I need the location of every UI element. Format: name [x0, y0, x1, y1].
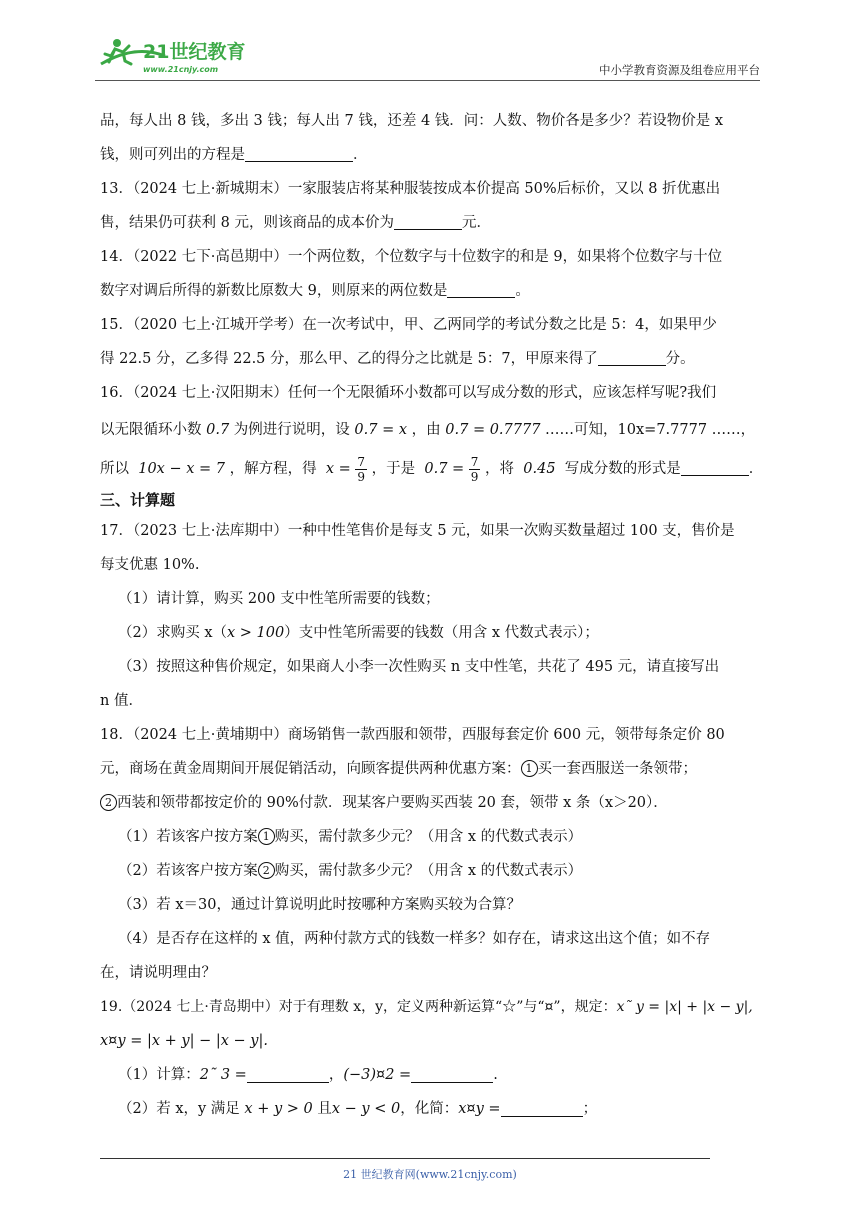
q14-line2: [100, 274, 762, 308]
header-divider: [95, 80, 760, 81]
circled-number: 1: [258, 828, 275, 845]
fraction-den: 9: [357, 469, 366, 484]
footer-link[interactable]: 21 世纪教育网(www.21cnjy.com): [343, 1168, 517, 1181]
math-part: = 0.7777: [472, 422, 541, 438]
answer-blank[interactable]: [394, 211, 462, 230]
math-expr: [354, 422, 407, 438]
answer-blank[interactable]: [598, 347, 666, 366]
q17-line1: 17．（2023 七上·法库期中）一种中性笔售价是每支 5 元，如果一次购买数量超过 100 支，售价是: [100, 523, 735, 539]
question-content: [100, 104, 762, 1126]
math-part: 0.: [445, 422, 460, 438]
math-expr: 𝑥¤𝑦 =: [458, 1101, 501, 1117]
fraction-den: 9: [470, 469, 479, 484]
q17-part1: （1）请计算，购买 200 支中性笔所需要的钱数；: [118, 591, 440, 607]
page-header: [95, 30, 760, 80]
q16-text: ，由: [411, 422, 441, 438]
q19-text: ；: [582, 1101, 598, 1117]
fraction-num: 7: [470, 454, 479, 469]
answer-blank[interactable]: [681, 457, 749, 476]
q13-end: 元．: [461, 215, 491, 231]
q16-text: ，将: [485, 461, 515, 477]
math-repeating-decimal: [523, 461, 555, 477]
math-part: 𝑥 =: [325, 461, 351, 477]
q12-end: ．: [353, 147, 368, 163]
q18-text: 西装和领带都按定价的 90%付款．现某客户要购买西装 20 套，领带 x 条（x＞20）．: [117, 795, 668, 811]
q13-text: 售，结果仍可获利 8 元，则该商品的成本价为: [100, 215, 394, 231]
q16-text: 为例进行说明，设: [233, 422, 350, 438]
math-expr: 𝑥 − 𝑦 < 0: [331, 1101, 401, 1117]
math-expr: (−3)¤2 =: [343, 1067, 412, 1083]
q12-line1: 品，每人出 8 钱，多出 3 钱；每人出 7 钱，还差 4 钱．问：人数、物价各是多少？若设物价是 x: [100, 113, 724, 129]
q12-text: 钱，则可列出的方程是: [100, 147, 245, 163]
math-expr: 10𝑥 − 𝑥 = 7: [138, 461, 225, 477]
math-part: =: [452, 461, 465, 477]
q18-text: 买一套西服送一条领带；: [537, 761, 697, 777]
math-expr: 𝑥 + 𝑦 > 0: [244, 1101, 313, 1117]
q18-part1: [100, 820, 762, 854]
q15-text: 得 22.5 分，乙多得 22.5 分，那么甲、乙的得分之比就是 5：7，甲原来得了: [100, 351, 598, 367]
q14-text: 数字对调后所得的新数比原数大 9，则原来的两位数是: [100, 283, 448, 299]
q12-line2: [100, 138, 762, 172]
math-expr: [445, 422, 540, 438]
circled-number: 2: [258, 862, 275, 879]
repeat-digit: · 7: [438, 461, 447, 477]
q18-part2: [100, 854, 762, 888]
q16-text: 以无限循环小数: [100, 422, 202, 438]
math-part: 0.: [206, 422, 220, 438]
q16-line3: [100, 446, 762, 486]
q17-part2: [100, 616, 762, 650]
q17-part3-line2: n 值．: [100, 693, 143, 709]
q16-line2: [100, 410, 762, 446]
math-part: 0.: [354, 422, 369, 438]
answer-blank[interactable]: [501, 1098, 583, 1117]
answer-blank[interactable]: [247, 1064, 329, 1083]
q18-line2: [100, 752, 762, 786]
fraction: [355, 455, 367, 484]
fraction: [469, 455, 481, 484]
q13-line2: [100, 206, 762, 240]
section-title: 三、计算题: [100, 491, 176, 509]
q17-line2: 每支优惠 10%.: [100, 557, 200, 573]
answer-blank[interactable]: [447, 279, 515, 298]
logo-url: www.21cnjy.com: [143, 65, 219, 74]
fraction-num: 7: [357, 454, 366, 469]
q19-text: .: [493, 1067, 498, 1083]
math-part: = 𝑥: [382, 422, 408, 438]
q18-text: （2）若该客户按方案: [118, 863, 258, 879]
math-expr: 𝑥¤𝑦 = |𝑥 + 𝑦| − |𝑥 − 𝑦|.: [100, 1033, 268, 1049]
answer-blank[interactable]: [411, 1064, 493, 1083]
q16-text: ，于是: [371, 461, 416, 477]
q14-line1: 14．（2022 七下·高邑期中）一个两位数，个位数字与十位数字的和是 9，如果将个位数字与十位: [100, 249, 723, 265]
q18-text: （1）若该客户按方案: [118, 829, 258, 845]
q18-part3: （3）若 x＝30，通过计算说明此时按哪种方案购买较为合算？: [118, 897, 521, 913]
q18-text: 购买，需付款多少元？（用含 x 的代数式表示）: [274, 863, 583, 879]
answer-blank[interactable]: [245, 143, 353, 162]
math-expr: 𝑥 > 100: [227, 625, 285, 641]
q17-part3-line1: （3）按照这种售价规定，如果商人小李一次性购买 n 支中性笔，共花了 495 元，请直接写出: [118, 659, 720, 675]
logo-text: 21世纪教育: [143, 41, 246, 63]
q19-text: （1）计算：: [118, 1067, 200, 1083]
q19-line1: [100, 990, 762, 1024]
q19-text: （2）若 x，y 满足: [118, 1101, 240, 1117]
circled-number: 1: [521, 760, 538, 777]
q18-text: 元，商场在黄金周期间开展促销活动，向顾客提供两种优惠方案：: [100, 761, 521, 777]
q19-text: ，: [328, 1067, 344, 1083]
math-expr: 2˜ 3 =: [199, 1067, 247, 1083]
math-expr: [325, 454, 367, 484]
q17-text: （2）求购买 x（: [118, 625, 228, 641]
q17-text: ）支中性笔所需要的钱数（用含 x 代数式表示）；: [284, 625, 599, 641]
repeat-digit: · 7: [368, 422, 377, 438]
q19-text: 且: [317, 1101, 332, 1117]
math-expr: [424, 454, 480, 484]
repeat-digit: · 4: [537, 461, 546, 477]
q19-part1: [100, 1058, 762, 1092]
q19-text: ，化简：: [400, 1101, 459, 1117]
site-logo: [95, 34, 265, 78]
q16-line1: 16．（2024 七上·汉阳期末）任何一个无限循环小数都可以写成分数的形式，应该怎样写呢?我们: [100, 385, 717, 401]
q18-part4-line1: （4）是否存在这样的 x 值，两种付款方式的钱数一样多？如存在，请求这出这个值；如不存: [118, 931, 711, 947]
math-repeating-decimal: [206, 422, 229, 438]
q16-text: ……可知，10x=7.7777 ……，: [545, 422, 756, 438]
q15-end: 分。: [665, 351, 695, 367]
q16-text: 写成分数的形式是: [564, 461, 681, 477]
q13-line1: 13．（2024 七上·新城期末）一家服装店将某种服装按成本价提高 50%后标价，又以 8 折优惠出: [100, 181, 721, 197]
q16-text: 所以: [100, 461, 129, 477]
footer-divider: [100, 1158, 710, 1159]
math-part: 0.: [523, 461, 538, 477]
q15-line2: [100, 342, 762, 376]
q19-line2: [100, 1024, 762, 1058]
repeat-digit: · 7: [459, 422, 468, 438]
q18-part4-line2: 在，请说明理由？: [100, 965, 216, 981]
q18-line3: [100, 786, 762, 820]
circled-number: 2: [100, 794, 117, 811]
repeat-digit: · 7: [220, 422, 229, 438]
math-part: 0.: [424, 461, 439, 477]
math-expr: 𝑥˜ 𝑦 = |𝑥| + |𝑥 − 𝑦|,: [616, 999, 753, 1015]
repeat-digit: · 5: [546, 461, 555, 477]
platform-name: 中小学教育资源及组卷应用平台: [599, 63, 760, 77]
q19-part2: [100, 1092, 762, 1126]
q15-line1: 15．（2020 七上·江城开学考）在一次考试中，甲、乙两同学的考试分数之比是 5：4，如果甲少: [100, 317, 717, 333]
q16-end: ．: [748, 461, 764, 477]
q18-line1: 18．（2024 七上·黄埔期中）商场销售一款西服和领带，西服每套定价 600 元，领带每条定价 80: [100, 727, 725, 743]
q18-text: 购买，需付款多少元？（用含 x 的代数式表示）: [274, 829, 583, 845]
q16-text: ，解方程，得: [229, 461, 317, 477]
q19-text: 19.（2024 七上·青岛期中）对于有理数 x，y，定义两种新运算“☆”与“¤”，规定：: [100, 999, 617, 1015]
q14-end: 。: [515, 283, 530, 299]
